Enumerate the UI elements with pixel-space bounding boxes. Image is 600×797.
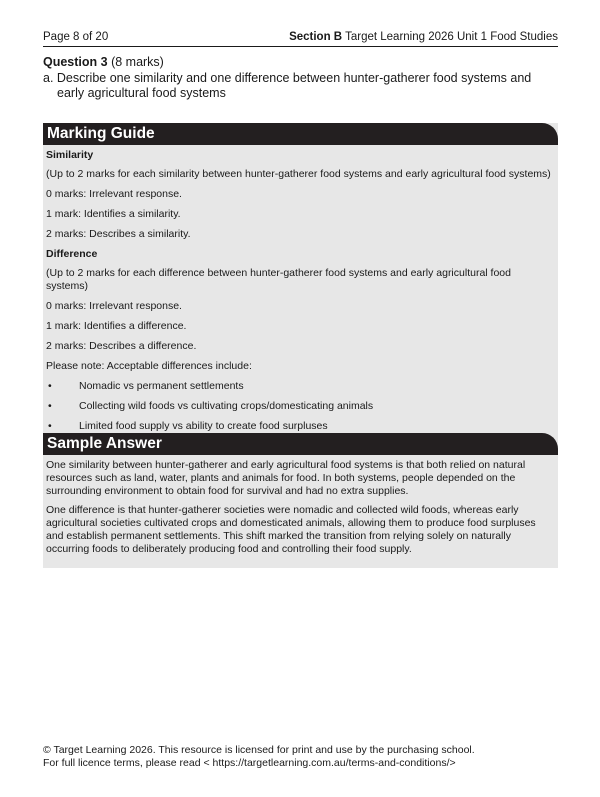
list-item xyxy=(46,420,555,433)
question-title xyxy=(43,55,558,70)
list-item xyxy=(46,400,555,413)
marking-guide-body xyxy=(43,145,558,446)
section-label xyxy=(289,30,558,44)
marking-guide-panel xyxy=(43,123,558,446)
question-text: a. Describe one similarity and one difference between hunter-gatherer food systems and early agricultural food systems xyxy=(43,71,532,100)
marking-guide-heading: Marking Guide xyxy=(43,123,558,145)
similarity-mark-0: 0 marks: Irrelevant response. xyxy=(46,188,182,200)
difference-mark-0: 0 marks: Irrelevant response. xyxy=(46,300,182,312)
list-item xyxy=(46,380,555,393)
section-bold: Section B xyxy=(289,31,343,43)
question-block xyxy=(43,55,558,101)
licence-line: For full licence terms, please read < https://targetlearning.com.au/terms-and-conditions/> xyxy=(43,757,456,769)
bullet-icon: • xyxy=(48,420,52,432)
similarity-mark-1: 1 mark: Identifies a similarity. xyxy=(46,208,181,220)
acceptable-note: Please note: Acceptable differences include: xyxy=(46,360,252,372)
sample-answer-heading: Sample Answer xyxy=(43,433,558,455)
list-item-text: Limited food supply vs ability to create food surpluses xyxy=(79,420,328,432)
acceptable-differences-list xyxy=(46,380,555,433)
difference-intro: (Up to 2 marks for each difference between hunter-gatherer food systems and early agricultural food systems) xyxy=(46,267,511,292)
bullet-icon: • xyxy=(48,400,52,412)
page-header xyxy=(43,29,558,47)
difference-mark-2: 2 marks: Describes a difference. xyxy=(46,340,197,352)
sample-answer-panel xyxy=(43,433,558,568)
question-number: Question 3 xyxy=(43,55,108,69)
difference-heading: Difference xyxy=(46,248,98,260)
sample-answer-paragraph-2: One difference is that hunter-gatherer societies were nomadic and collected wild foods, whereas early agricultural societies cultivated crops and domesticated animals, allowing them to produce food surpluses and establish permanent settlements. This shift marked the transition from relying solely on naturally occurring foods to deliberately producing food and controlling their food supply. xyxy=(46,504,536,555)
bullet-icon: • xyxy=(48,380,52,392)
difference-mark-1: 1 mark: Identifies a difference. xyxy=(46,320,187,332)
list-item-text: Nomadic vs permanent settlements xyxy=(79,380,244,392)
similarity-mark-2: 2 marks: Describes a similarity. xyxy=(46,228,191,240)
list-item-text: Collecting wild foods vs cultivating crops/domesticating animals xyxy=(79,400,374,412)
similarity-intro: (Up to 2 marks for each similarity between hunter-gatherer food systems and early agricultural food systems) xyxy=(46,168,551,180)
page-footer xyxy=(43,744,563,770)
section-title: Target Learning 2026 Unit 1 Food Studies xyxy=(342,31,558,43)
page-number: Page 8 of 20 xyxy=(43,31,109,43)
sample-answer-paragraph-1: One similarity between hunter-gatherer and early agricultural food systems is that both relied on natural resources such as land, water, plants and animals for food. In both systems, people depended on the surrounding environment to obtain food for survival and had no extra supplies. xyxy=(46,459,526,497)
copyright-line: © Target Learning 2026. This resource is licensed for print and use by the purchasing school. xyxy=(43,744,475,756)
question-marks: (8 marks) xyxy=(107,55,164,69)
similarity-heading: Similarity xyxy=(46,149,94,161)
sample-answer-body xyxy=(43,455,558,568)
